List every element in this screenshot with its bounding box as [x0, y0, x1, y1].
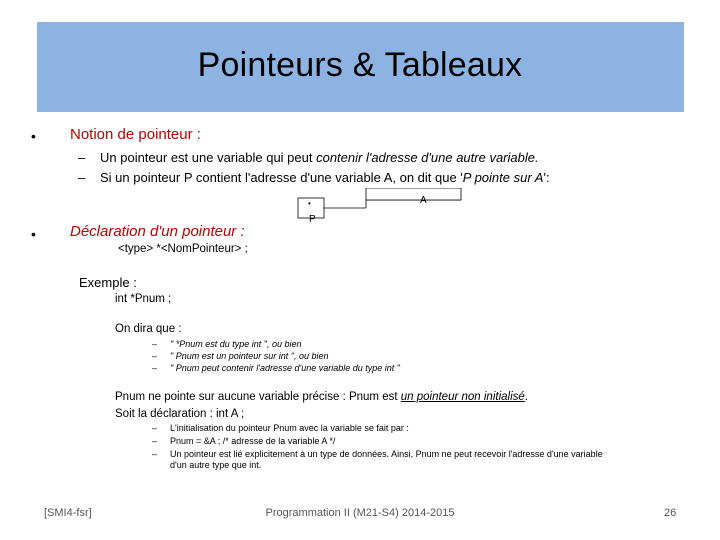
diagram-label-p: P [309, 214, 316, 225]
dash-marker: – [152, 449, 158, 459]
init-item-text: L'initialisation du pointeur Pnum avec la variable se fait par : [170, 423, 409, 433]
init-item-text: Pnum = &A ; /* adresse de la variable A */ [170, 436, 336, 446]
declaration-line: Soit la déclaration : int A ; [115, 408, 245, 420]
example-label: Exemple : [79, 275, 137, 290]
pointer-dot: • [308, 199, 311, 208]
diagram-label-a: A [420, 195, 427, 206]
not-initialized-line [115, 391, 528, 403]
points-to-text: Si un pointeur P contient l'adresse d'une variable A, on dit que ' [100, 170, 463, 185]
section-heading-declaration: Déclaration d'un pointeur : [70, 223, 245, 240]
points-to-italic-text: P pointe sur A [462, 170, 544, 185]
dash-marker: – [152, 351, 158, 361]
init-item-continuation: d'un autre type que int. [170, 460, 262, 470]
not-initialized-end: . [524, 391, 528, 403]
say-item [152, 363, 400, 373]
bullet-marker: • [31, 128, 36, 144]
say-label: On dira que : [115, 323, 182, 335]
say-item [152, 339, 301, 349]
dash-marker: – [152, 363, 158, 373]
pointer-points-to-line [78, 170, 550, 185]
page-number: 26 [664, 507, 677, 519]
init-item [152, 423, 409, 433]
footer-left: [SMI4-fsr] [44, 507, 92, 519]
init-item-text: Un pointeur est lié explicitement à un type de données. Ainsi, Pnum ne peut recevoir l'adresse d'une variable [170, 449, 603, 459]
init-item [152, 449, 603, 459]
not-initialized-emphasis: un pointeur non initialisé [400, 391, 525, 403]
say-item-text: " Pnum peut contenir l'adresse d'une variable du type int " [170, 363, 400, 373]
dash-marker: – [78, 150, 86, 165]
definition-italic-text: contenir l'adresse d'une autre variable. [316, 150, 539, 165]
pointer-diagram [296, 188, 466, 228]
say-item-text: " *Pnum est du type int ", ou bien [170, 339, 302, 349]
section-heading-pointer: Notion de pointeur : [70, 126, 201, 143]
example-code: int *Pnum ; [115, 293, 172, 305]
bullet-marker: • [31, 226, 36, 242]
footer-center: Programmation II (M21-S4) 2014-2015 [265, 507, 455, 519]
not-initialized-text: Pnum ne pointe sur aucune variable précise : Pnum est [115, 391, 401, 403]
dash-marker: – [152, 423, 158, 433]
points-to-text-end: ': [543, 170, 550, 185]
say-item [152, 351, 328, 361]
pointer-definition-line [78, 150, 539, 165]
init-item [152, 436, 335, 446]
say-item-text: " Pnum est un pointeur sur int ", ou bien [170, 351, 329, 361]
dash-marker: – [152, 436, 158, 446]
dash-marker: – [152, 339, 158, 349]
variable-box-a [366, 188, 461, 200]
slide-title: Pointeurs & Tableaux [197, 46, 523, 84]
definition-text: Un pointeur est une variable qui peut [100, 150, 317, 165]
declaration-syntax: <type> *<NomPointeur> ; [118, 243, 248, 255]
dash-marker: – [78, 170, 86, 185]
